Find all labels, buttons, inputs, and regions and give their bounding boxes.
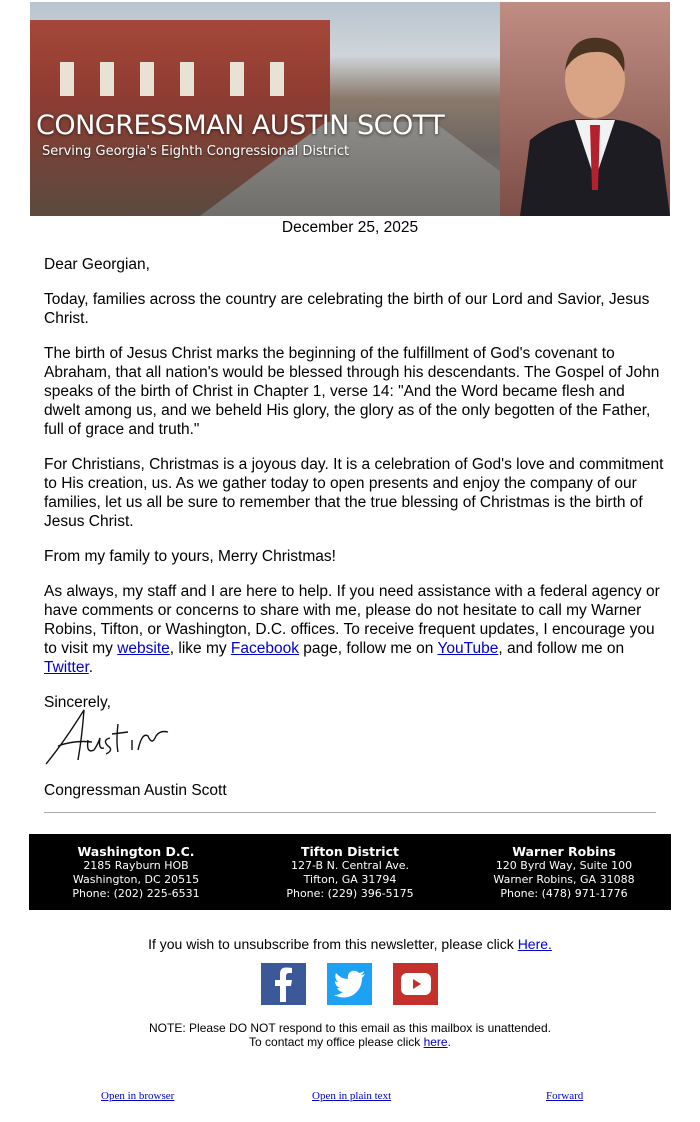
youtube-link[interactable]: YouTube <box>437 640 499 657</box>
forward-link[interactable]: Forward <box>546 1090 584 1102</box>
youtube-icon[interactable] <box>393 963 438 1005</box>
open-in-browser-link[interactable]: Open in browser <box>101 1090 175 1102</box>
unsubscribe-link[interactable]: Here. <box>517 936 552 952</box>
office-address: 2185 Rayburn HOB <box>83 859 189 872</box>
twitter-link[interactable]: Twitter <box>44 659 89 676</box>
text: . <box>88 659 94 676</box>
twitter-icon[interactable] <box>327 963 372 1005</box>
greeting: Dear Georgian, <box>44 256 150 273</box>
office-title: Warner Robins <box>512 844 616 859</box>
newsletter-date: December 25, 2025 <box>281 219 419 236</box>
office-phone: Phone: (478) 971-1776 <box>500 887 628 900</box>
paragraph-help <box>44 582 664 677</box>
paragraph: For Christians, Christmas is a joyous day. It is a celebration of God's love and commitment to His creation, us. As we gather today to open presents and enjoy the company of our families, let us all be sure to remember that the true blessing of Christmas is the birth of Jesus Christ. <box>44 456 664 530</box>
office-city: Tifton, GA 31794 <box>303 873 397 886</box>
text: To contact my office please click <box>249 1035 424 1049</box>
contact-office-link[interactable]: here <box>423 1035 448 1049</box>
paragraph: From my family to yours, Merry Christmas! <box>44 548 336 565</box>
paragraph: Today, families across the country are celebrating the birth of our Lord and Savior, Jesus Christ. <box>44 291 650 327</box>
office-phone: Phone: (202) 225-6531 <box>72 887 200 900</box>
office-address: 127-B N. Central Ave. <box>290 859 410 872</box>
facebook-icon[interactable] <box>261 963 306 1005</box>
text: page, follow me on <box>299 640 438 657</box>
signatory-name: Congressman Austin Scott <box>44 782 227 799</box>
facebook-link[interactable]: Facebook <box>230 640 299 657</box>
office-tifton <box>243 834 457 910</box>
unsubscribe-notice <box>0 936 700 952</box>
text: , and follow me on <box>498 640 625 657</box>
congressman-portrait <box>520 20 670 216</box>
signature <box>44 702 184 772</box>
office-locations <box>29 834 671 910</box>
office-phone: Phone: (229) 396-5175 <box>286 887 414 900</box>
office-title: Washington D.C. <box>77 844 195 859</box>
office-washington <box>29 834 243 910</box>
office-warner-robins <box>457 834 671 910</box>
letter-body <box>44 255 664 816</box>
office-city: Warner Robins, GA 31088 <box>493 873 635 886</box>
header-subtitle: Serving Georgia's Eighth Congressional District <box>42 144 350 159</box>
no-reply-note <box>0 1021 700 1049</box>
header-banner <box>30 2 670 216</box>
header-title: CONGRESSMAN AUSTIN SCOTT <box>36 110 445 141</box>
text: If you wish to unsubscribe from this newsletter, please click <box>148 936 518 952</box>
office-title: Tifton District <box>301 844 399 859</box>
contact-line <box>0 1035 700 1049</box>
text: , like my <box>169 640 231 657</box>
paragraph: The birth of Jesus Christ marks the beginning of the fulfillment of God's covenant to Abraham, that all nation's would be blessed through his descendants. The Gospel of John speaks of the birth of Christ in Chapter 1, verse 14: "And the Word became flesh and dwelt among us, and we beheld His glory, the glory as of the only begotten of the Father, full of grace and truth." <box>44 345 660 438</box>
text: As always, my staff and I are here to help. If you need assistance with a federal agency or have comments or concerns to share with me, please do not hesitate to call my Warner Robins, Tifton, or Washington, D.C. offices. To receive frequent updates, I encourage you to visit my <box>44 583 660 657</box>
office-city: Washington, DC 20515 <box>72 873 200 886</box>
open-in-plain-text-link[interactable]: Open in plain text <box>312 1090 392 1102</box>
office-address: 120 Byrd Way, Suite 100 <box>495 859 633 872</box>
closing: Sincerely, <box>44 694 111 711</box>
text: . <box>447 1035 451 1049</box>
note-line: NOTE: Please DO NOT respond to this email as this mailbox is unattended. <box>149 1021 551 1035</box>
website-link[interactable]: website <box>117 640 170 657</box>
social-links <box>261 963 438 1005</box>
divider <box>44 812 656 813</box>
